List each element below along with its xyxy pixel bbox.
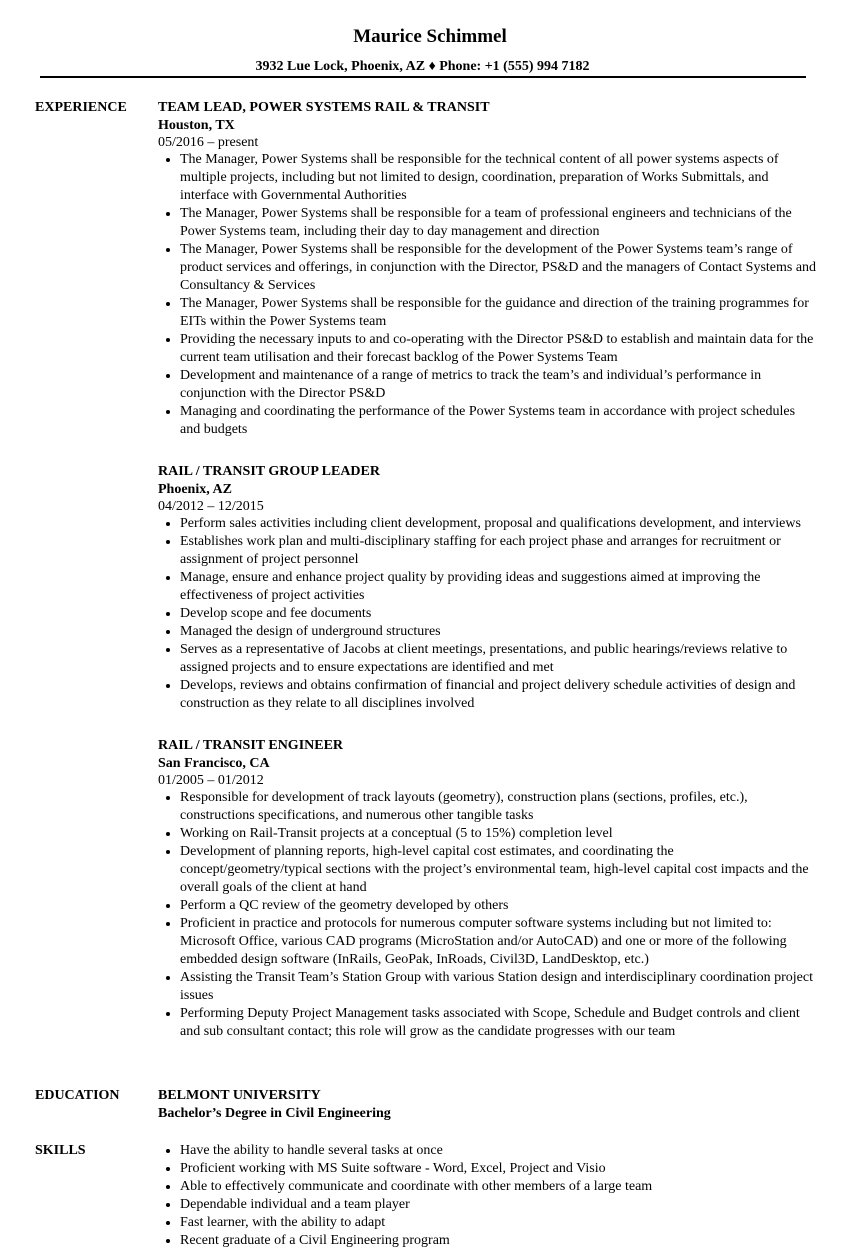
skill-item: Have the ability to handle several tasks at once (158, 1142, 818, 1160)
job-location: Phoenix, AZ (158, 482, 232, 497)
job-dates: 05/2016 – present (158, 135, 259, 150)
skill-item: Able to effectively communicate and coordinate with other members of a large team (158, 1178, 818, 1196)
bullet-item: Proficient in practice and protocols for numerous computer software systems including but not limited to: Microsoft Office, various CAD programs (MicroStation and/or AutoCAD) and one or more of the following embedded design software (InRails, GeoPak, InRoads, Civil3D, LandDesktop, etc.) (158, 915, 818, 969)
bullet-item: The Manager, Power Systems shall be responsible for a team of professional engineers and technicians of the Power Systems team, including their day to day management and direction (158, 205, 818, 241)
job-dates: 01/2005 – 01/2012 (158, 773, 264, 788)
job-bullets (158, 151, 818, 439)
bullet-item: The Manager, Power Systems shall be responsible for the development of the Power Systems team’s range of product services and offerings, in conjunction with the Director, PS&D and the managers of Contact Systems and Consultancy & Services (158, 241, 818, 295)
bullet-item: Responsible for development of track layouts (geometry), construction plans (sections, profiles, etc.), constructions specifications, and numerous other tangible tasks (158, 789, 818, 825)
skill-item: Fast learner, with the ability to adapt (158, 1214, 818, 1232)
bullet-item: Establishes work plan and multi-disciplinary staffing for each project phase and arranges for recruitment or assignment of project personnel (158, 533, 818, 569)
skill-item: Recent graduate of a Civil Engineering program (158, 1232, 818, 1250)
bullet-item: Perform a QC review of the geometry developed by others (158, 897, 818, 915)
experience-body (158, 99, 818, 1041)
bullet-item: Develop scope and fee documents (158, 605, 818, 623)
job-title: RAIL / TRANSIT GROUP LEADER (158, 464, 380, 479)
job-bullets (158, 789, 818, 1041)
bullet-item: Develops, reviews and obtains confirmation of financial and project delivery schedule activities of design and construction as they relate to all disciplines involved (158, 677, 818, 713)
education-body (158, 1087, 818, 1123)
skill-item: Proficient working with MS Suite software - Word, Excel, Project and Visio (158, 1160, 818, 1178)
job-entry (158, 99, 818, 439)
bullet-item: Working on Rail-Transit projects at a conceptual (5 to 15%) completion level (158, 825, 818, 843)
job-bullets (158, 515, 818, 713)
bullet-item: Serves as a representative of Jacobs at client meetings, presentations, and public hearings/reviews relative to assigned projects and to ensure expectations are identified and met (158, 641, 818, 677)
skills-list (158, 1142, 818, 1250)
skills-body (158, 1142, 818, 1250)
bullet-item: Providing the necessary inputs to and co-operating with the Director PS&D to establish and maintain data for the current team utilisation and their forecast backlog of the Power Systems Team (158, 331, 818, 367)
education-school: BELMONT UNIVERSITY (158, 1088, 321, 1103)
job-entry (158, 463, 818, 713)
bullet-item: Perform sales activities including client development, proposal and qualifications development, and interviews (158, 515, 818, 533)
bullet-item: Development and maintenance of a range of metrics to track the team’s and individual’s performance in conjunction with the Director PS&D (158, 367, 818, 403)
bullet-item: Assisting the Transit Team’s Station Group with various Station design and interdisciplinary coordination project issues (158, 969, 818, 1005)
bullet-item: The Manager, Power Systems shall be responsible for the technical content of all power systems aspects of multiple projects, including but not limited to design, coordination, preparation of Works Submittals, and interface with Governmental Authorities (158, 151, 818, 205)
section-label-education: EDUCATION (35, 1088, 120, 1103)
candidate-name: Maurice Schimmel (353, 26, 507, 47)
education-degree: Bachelor’s Degree in Civil Engineering (158, 1106, 391, 1121)
header-divider (40, 76, 806, 78)
bullet-item: Managing and coordinating the performance of the Power Systems team in accordance with project schedules and budgets (158, 403, 818, 439)
job-location: Houston, TX (158, 118, 235, 133)
job-title: TEAM LEAD, POWER SYSTEMS RAIL & TRANSIT (158, 100, 490, 115)
bullet-item: Manage, ensure and enhance project quality by providing ideas and suggestions aimed at improving the effectiveness of project activities (158, 569, 818, 605)
job-title: RAIL / TRANSIT ENGINEER (158, 738, 344, 753)
section-label-experience: EXPERIENCE (35, 100, 127, 115)
bullet-item: Managed the design of underground structures (158, 623, 818, 641)
bullet-item: Performing Deputy Project Management tasks associated with Scope, Schedule and Budget controls and client and sub consultant contact; this role will grow as the candidate progresses with our team (158, 1005, 818, 1041)
job-dates: 04/2012 – 12/2015 (158, 499, 264, 514)
job-entry (158, 737, 818, 1041)
bullet-item: Development of planning reports, high-level capital cost estimates, and coordinating the concept/geometry/typical sections with the project’s environmental team, high-level capital cost impacts and the overall goals of the client at hand (158, 843, 818, 897)
contact-info: 3932 Lue Lock, Phoenix, AZ ♦ Phone: +1 (555) 994 7182 (255, 59, 590, 74)
bullet-item: The Manager, Power Systems shall be responsible for the guidance and direction of the training programmes for EITs within the Power Systems team (158, 295, 818, 331)
job-location: San Francisco, CA (158, 756, 270, 771)
section-label-skills: SKILLS (35, 1143, 86, 1158)
skill-item: Dependable individual and a team player (158, 1196, 818, 1214)
